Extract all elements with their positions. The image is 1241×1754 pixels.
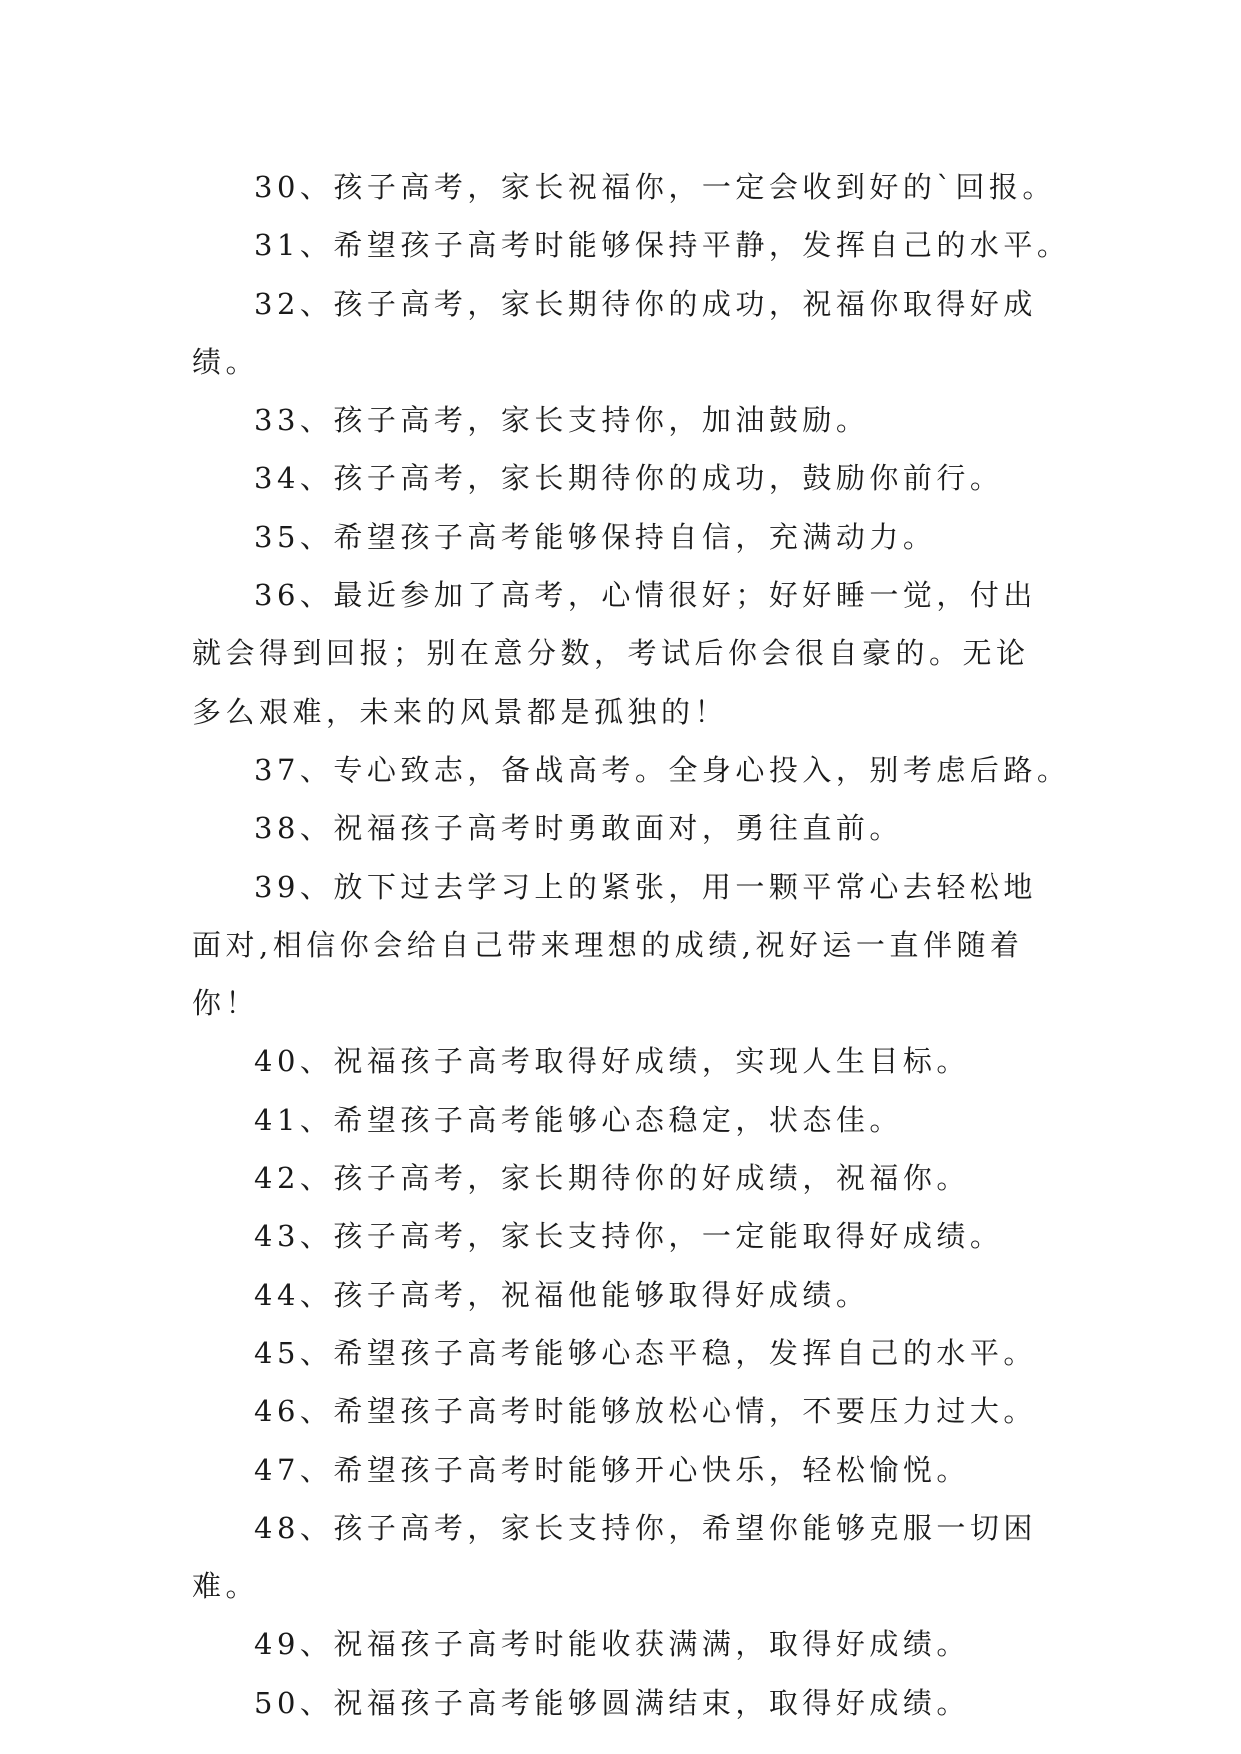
paragraph-45: 45、希望孩子高考能够心态平稳，发挥自己的水平。 [254, 1335, 1037, 1370]
paragraph-37: 37、专心致志，备战高考。全身心投入，别考虑后路。 [254, 752, 1071, 787]
paragraph-40: 40、祝福孩子高考取得好成绩，实现人生目标。 [254, 1044, 970, 1079]
paragraph-50: 50、祝福孩子高考能够圆满结束，取得好成绩。 [254, 1685, 970, 1720]
paragraph-47: 47、希望孩子高考时能够开心快乐，轻松愉悦。 [254, 1452, 970, 1487]
paragraph-38: 38、祝福孩子高考时勇敢面对，勇往直前。 [254, 811, 903, 846]
paragraph-44: 44、孩子高考，祝福他能够取得好成绩。 [254, 1277, 870, 1312]
paragraph-36: 36、最近参加了高考，心情很好；好好睡一觉，付出就会得到回报；别在意分数，考试后你会很自豪的。无论多么艰难，未来的风景都是孤独的！ [192, 578, 1037, 729]
paragraph-33: 33、孩子高考，家长支持你，加油鼓励。 [254, 403, 870, 438]
paragraph-35: 35、希望孩子高考能够保持自信，充满动力。 [254, 519, 937, 554]
paragraph-31: 31、希望孩子高考时能够保持平静，发挥自己的水平。 [254, 228, 1071, 263]
paragraph-41: 41、希望孩子高考能够心态稳定，状态佳。 [254, 1102, 903, 1137]
paragraph-48: 48、孩子高考，家长支持你，希望你能够克服一切困难。 [192, 1510, 1037, 1604]
paragraph-34: 34、孩子高考，家长期待你的成功，鼓励你前行。 [254, 461, 1004, 496]
document-body [192, 158, 1072, 1732]
paragraph-39: 39、放下过去学习上的紧张，用一颗平常心去轻松地面对,相信你会给自己带来理想的成绩,祝好运一直伴随着你！ [192, 869, 1037, 1021]
paragraph-49: 49、祝福孩子高考时能收获满满，取得好成绩。 [254, 1627, 970, 1662]
paragraph-42: 42、孩子高考，家长期待你的好成绩，祝福你。 [254, 1161, 970, 1196]
paragraph-30: 30、孩子高考，家长祝福你，一定会收到好的`回报。 [254, 170, 1056, 204]
paragraph-46: 46、希望孩子高考时能够放松心情，不要压力过大。 [254, 1394, 1037, 1429]
paragraph-43: 43、孩子高考，家长支持你，一定能取得好成绩。 [254, 1219, 1004, 1254]
paragraph-32: 32、孩子高考，家长期待你的成功，祝福你取得好成绩。 [192, 286, 1037, 379]
